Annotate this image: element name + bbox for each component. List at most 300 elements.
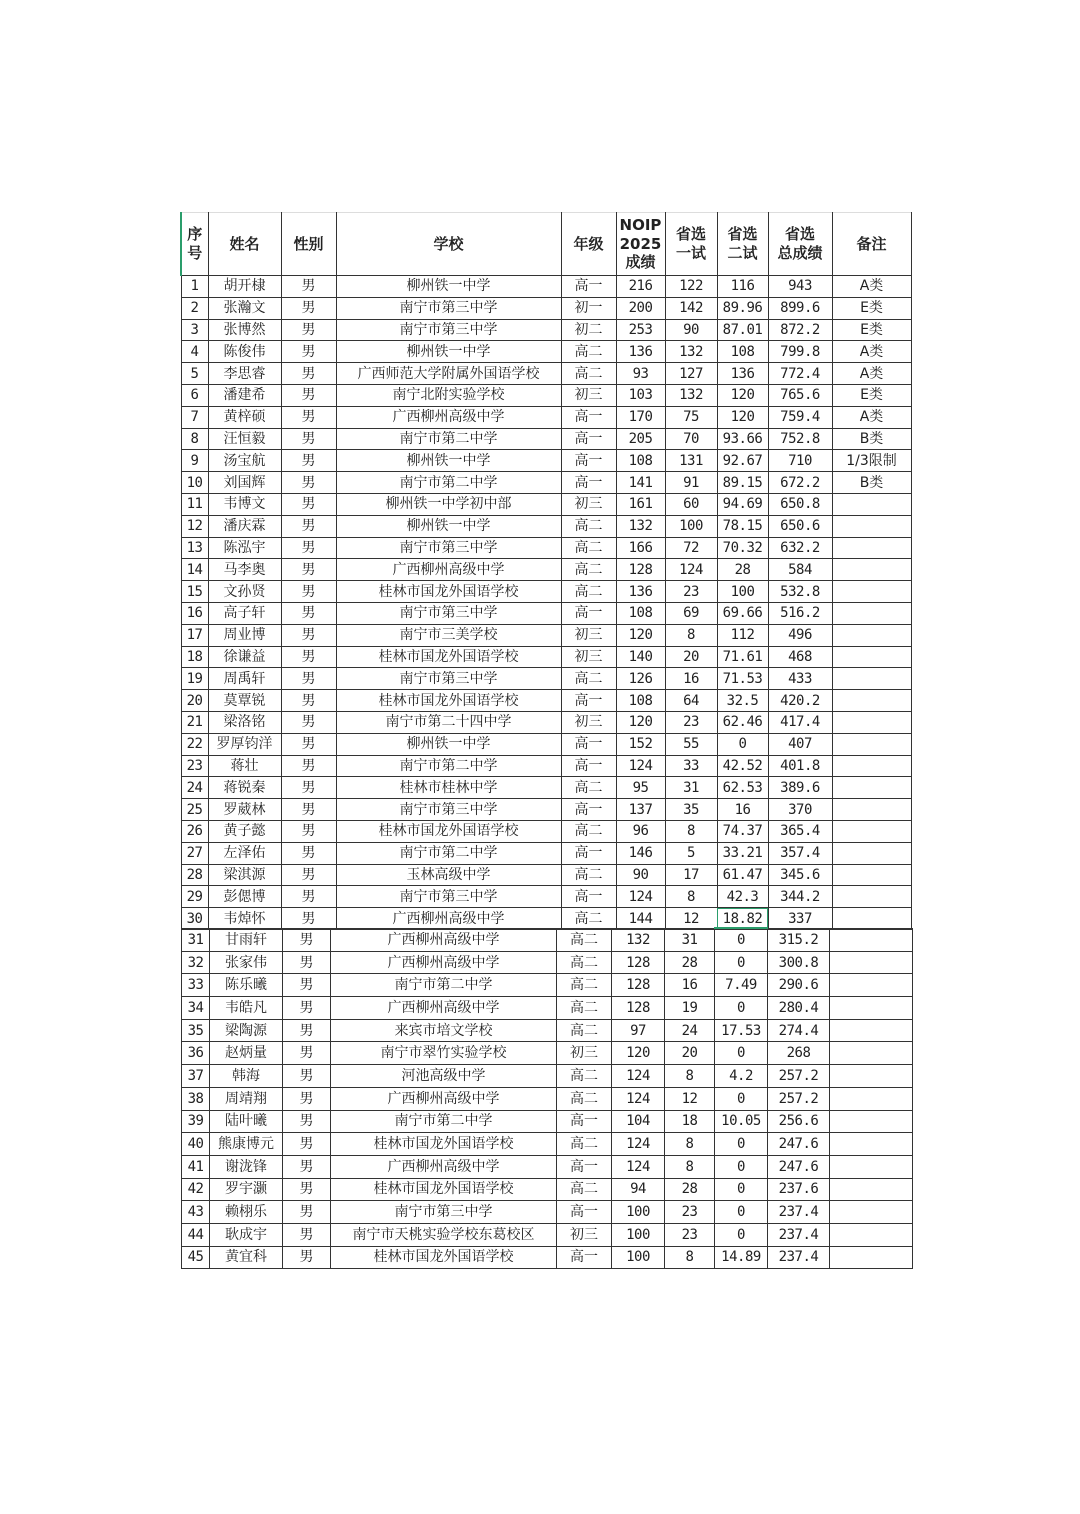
cell-noip[interactable]: 120	[616, 624, 665, 646]
cell-school[interactable]: 桂林市国龙外国语学校	[331, 1133, 557, 1156]
cell-remark[interactable]	[832, 493, 911, 515]
cell-noip[interactable]: 205	[616, 428, 665, 450]
cell-total[interactable]: 257.2	[768, 1065, 830, 1088]
cell-grade[interactable]: 高二	[561, 864, 616, 886]
cell-grade[interactable]: 高二	[561, 515, 616, 537]
cell-name[interactable]: 刘国辉	[208, 472, 281, 494]
cell-round1[interactable]: 8	[665, 1133, 715, 1156]
cell-noip[interactable]: 100	[612, 1201, 665, 1224]
cell-remark[interactable]	[832, 602, 911, 624]
cell-noip[interactable]: 124	[616, 886, 665, 908]
cell-total[interactable]: 256.6	[768, 1110, 830, 1133]
cell-round1[interactable]: 91	[665, 472, 717, 494]
cell-school[interactable]: 柳州铁一中学	[336, 733, 561, 755]
cell-index[interactable]: 29	[181, 886, 208, 908]
cell-remark[interactable]: B类	[832, 428, 911, 450]
cell-gender[interactable]: 男	[281, 646, 336, 668]
cell-gender[interactable]: 男	[283, 1133, 331, 1156]
cell-index[interactable]: 21	[181, 711, 208, 733]
cell-total[interactable]: 672.2	[768, 472, 832, 494]
cell-index[interactable]: 45	[182, 1246, 210, 1269]
cell-round1[interactable]: 70	[665, 428, 717, 450]
cell-school[interactable]: 南宁市第三中学	[336, 799, 561, 821]
cell-total[interactable]: 247.6	[768, 1155, 830, 1178]
cell-name[interactable]: 赵炳量	[210, 1042, 283, 1065]
cell-noip[interactable]: 95	[616, 777, 665, 799]
cell-round1[interactable]: 17	[665, 864, 717, 886]
cell-gender[interactable]: 男	[281, 668, 336, 690]
cell-round2[interactable]: 89.96	[717, 297, 768, 319]
cell-noip[interactable]: 170	[616, 406, 665, 428]
cell-index[interactable]: 13	[181, 537, 208, 559]
cell-noip[interactable]: 93	[616, 363, 665, 385]
cell-name[interactable]: 周禹轩	[208, 668, 281, 690]
cell-school[interactable]: 广西柳州高级中学	[331, 951, 557, 974]
cell-noip[interactable]: 108	[616, 690, 665, 712]
cell-noip[interactable]: 132	[616, 515, 665, 537]
cell-remark[interactable]	[830, 951, 913, 974]
cell-grade[interactable]: 初三	[557, 1042, 612, 1065]
cell-gender[interactable]: 男	[281, 341, 336, 363]
cell-round1[interactable]: 8	[665, 1155, 715, 1178]
cell-remark[interactable]: 1/3限制	[832, 450, 911, 472]
cell-round2[interactable]: 16	[717, 799, 768, 821]
cell-round2[interactable]: 89.15	[717, 472, 768, 494]
cell-round1[interactable]: 55	[665, 733, 717, 755]
cell-noip[interactable]: 128	[616, 559, 665, 581]
cell-total[interactable]: 420.2	[768, 690, 832, 712]
cell-grade[interactable]: 初三	[561, 384, 616, 406]
cell-index[interactable]: 34	[182, 997, 210, 1020]
cell-round1[interactable]: 69	[665, 602, 717, 624]
cell-school[interactable]: 南宁市第二中学	[331, 1110, 557, 1133]
cell-school[interactable]: 广西柳州高级中学	[336, 559, 561, 581]
cell-round2[interactable]: 93.66	[717, 428, 768, 450]
cell-grade[interactable]: 高一	[561, 406, 616, 428]
cell-noip[interactable]: 161	[616, 493, 665, 515]
cell-school[interactable]: 柳州铁一中学	[336, 341, 561, 363]
cell-school[interactable]: 南宁市第二中学	[336, 842, 561, 864]
cell-round1[interactable]: 8	[665, 624, 717, 646]
cell-name[interactable]: 马李奥	[208, 559, 281, 581]
cell-school[interactable]: 柳州铁一中学	[336, 276, 561, 298]
cell-gender[interactable]: 男	[281, 384, 336, 406]
cell-round2[interactable]: 42.3	[717, 886, 768, 908]
cell-remark[interactable]	[832, 799, 911, 821]
cell-name[interactable]: 梁洛铭	[208, 711, 281, 733]
cell-total[interactable]: 370	[768, 799, 832, 821]
cell-grade[interactable]: 高一	[561, 690, 616, 712]
cell-school[interactable]: 广西柳州高级中学	[331, 997, 557, 1020]
cell-school[interactable]: 南宁市翠竹实验学校	[331, 1042, 557, 1065]
cell-gender[interactable]: 男	[281, 581, 336, 603]
cell-index[interactable]: 25	[181, 799, 208, 821]
header-name[interactable]: 姓名	[208, 213, 281, 276]
cell-name[interactable]: 甘雨轩	[210, 928, 283, 951]
cell-remark[interactable]: E类	[832, 384, 911, 406]
cell-name[interactable]: 高子轩	[208, 602, 281, 624]
cell-school[interactable]: 南宁市第三中学	[336, 537, 561, 559]
cell-gender[interactable]: 男	[281, 276, 336, 298]
cell-round1[interactable]: 23	[665, 581, 717, 603]
cell-school[interactable]: 桂林市国龙外国语学校	[336, 581, 561, 603]
cell-round2[interactable]: 100	[717, 581, 768, 603]
cell-gender[interactable]: 男	[283, 951, 331, 974]
cell-grade[interactable]: 高一	[557, 1110, 612, 1133]
cell-grade[interactable]: 高一	[557, 1201, 612, 1224]
cell-total[interactable]: 468	[768, 646, 832, 668]
cell-noip[interactable]: 108	[616, 450, 665, 472]
cell-gender[interactable]: 男	[281, 690, 336, 712]
cell-round2[interactable]: 92.67	[717, 450, 768, 472]
cell-noip[interactable]: 253	[616, 319, 665, 341]
cell-school[interactable]: 河池高级中学	[331, 1065, 557, 1088]
cell-noip[interactable]: 136	[616, 581, 665, 603]
cell-grade[interactable]: 高二	[561, 341, 616, 363]
cell-gender[interactable]: 男	[283, 997, 331, 1020]
cell-round2[interactable]: 62.53	[717, 777, 768, 799]
cell-name[interactable]: 罗宇灏	[210, 1178, 283, 1201]
cell-index[interactable]: 26	[181, 820, 208, 842]
cell-round1[interactable]: 16	[665, 974, 715, 997]
cell-school[interactable]: 桂林市国龙外国语学校	[336, 820, 561, 842]
cell-index[interactable]: 12	[181, 515, 208, 537]
cell-name[interactable]: 陈泓宇	[208, 537, 281, 559]
cell-remark[interactable]	[832, 559, 911, 581]
cell-noip[interactable]: 100	[612, 1246, 665, 1269]
cell-name[interactable]: 徐谦益	[208, 646, 281, 668]
cell-gender[interactable]: 男	[281, 820, 336, 842]
cell-gender[interactable]: 男	[283, 1201, 331, 1224]
cell-index[interactable]: 7	[181, 406, 208, 428]
cell-total[interactable]: 290.6	[768, 974, 830, 997]
cell-grade[interactable]: 高一	[561, 428, 616, 450]
cell-round2[interactable]: 108	[717, 341, 768, 363]
cell-index[interactable]: 28	[181, 864, 208, 886]
cell-round2[interactable]: 120	[717, 406, 768, 428]
cell-remark[interactable]	[830, 1178, 913, 1201]
cell-remark[interactable]	[830, 1133, 913, 1156]
cell-total[interactable]: 710	[768, 450, 832, 472]
cell-total[interactable]: 247.6	[768, 1133, 830, 1156]
cell-round2[interactable]: 62.46	[717, 711, 768, 733]
cell-total[interactable]: 237.6	[768, 1178, 830, 1201]
cell-gender[interactable]: 男	[281, 842, 336, 864]
header-grade[interactable]: 年级	[561, 213, 616, 276]
cell-name[interactable]: 黄宜科	[210, 1246, 283, 1269]
cell-name[interactable]: 韦博文	[208, 493, 281, 515]
header-total[interactable]: 省选 总成绩	[768, 213, 832, 276]
cell-grade[interactable]: 初二	[561, 319, 616, 341]
cell-gender[interactable]: 男	[283, 1065, 331, 1088]
cell-grade[interactable]: 高一	[561, 842, 616, 864]
cell-round1[interactable]: 12	[665, 908, 717, 930]
cell-gender[interactable]: 男	[281, 297, 336, 319]
cell-remark[interactable]	[832, 842, 911, 864]
cell-round2[interactable]: 70.32	[717, 537, 768, 559]
cell-index[interactable]: 20	[181, 690, 208, 712]
cell-total[interactable]: 752.8	[768, 428, 832, 450]
cell-round2[interactable]: 71.53	[717, 668, 768, 690]
cell-index[interactable]: 35	[182, 1019, 210, 1042]
cell-grade[interactable]: 高一	[561, 886, 616, 908]
cell-round2[interactable]: 0	[715, 928, 768, 951]
cell-remark[interactable]	[830, 1087, 913, 1110]
cell-index[interactable]: 23	[181, 755, 208, 777]
cell-round1[interactable]: 20	[665, 1042, 715, 1065]
cell-name[interactable]: 梁淇源	[208, 864, 281, 886]
cell-total[interactable]: 407	[768, 733, 832, 755]
cell-index[interactable]: 44	[182, 1223, 210, 1246]
cell-total[interactable]: 496	[768, 624, 832, 646]
cell-gender[interactable]: 男	[281, 864, 336, 886]
cell-gender[interactable]: 男	[281, 515, 336, 537]
cell-index[interactable]: 10	[181, 472, 208, 494]
cell-gender[interactable]: 男	[283, 1155, 331, 1178]
cell-name[interactable]: 莫覃锐	[208, 690, 281, 712]
cell-round1[interactable]: 90	[665, 319, 717, 341]
cell-school[interactable]: 柳州铁一中学	[336, 515, 561, 537]
cell-grade[interactable]: 初三	[561, 624, 616, 646]
cell-round2[interactable]: 0	[715, 1223, 768, 1246]
cell-remark[interactable]	[830, 928, 913, 951]
cell-gender[interactable]: 男	[281, 777, 336, 799]
cell-remark[interactable]	[830, 1110, 913, 1133]
cell-grade[interactable]: 高二	[557, 974, 612, 997]
cell-gender[interactable]: 男	[281, 319, 336, 341]
cell-round1[interactable]: 28	[665, 1178, 715, 1201]
cell-noip[interactable]: 152	[616, 733, 665, 755]
cell-round1[interactable]: 132	[665, 384, 717, 406]
cell-name[interactable]: 汤宝航	[208, 450, 281, 472]
cell-school[interactable]: 南宁市第二中学	[331, 974, 557, 997]
cell-grade[interactable]: 高二	[557, 1019, 612, 1042]
cell-remark[interactable]	[830, 1223, 913, 1246]
cell-total[interactable]: 237.4	[768, 1246, 830, 1269]
header-noip-score[interactable]: NOIP 2025 成绩	[616, 213, 665, 276]
cell-index[interactable]: 43	[182, 1201, 210, 1224]
cell-total[interactable]: 274.4	[768, 1019, 830, 1042]
cell-grade[interactable]: 高一	[561, 602, 616, 624]
cell-total[interactable]: 345.6	[768, 864, 832, 886]
cell-round2[interactable]: 14.89	[715, 1246, 768, 1269]
cell-noip[interactable]: 141	[616, 472, 665, 494]
cell-round1[interactable]: 64	[665, 690, 717, 712]
cell-remark[interactable]	[830, 997, 913, 1020]
cell-gender[interactable]: 男	[283, 1223, 331, 1246]
cell-noip[interactable]: 124	[612, 1065, 665, 1088]
cell-round2[interactable]: 116	[717, 276, 768, 298]
cell-grade[interactable]: 高二	[557, 1178, 612, 1201]
cell-total[interactable]: 632.2	[768, 537, 832, 559]
cell-school[interactable]: 南宁市第三中学	[336, 668, 561, 690]
cell-noip[interactable]: 108	[616, 602, 665, 624]
cell-round2[interactable]: 32.5	[717, 690, 768, 712]
cell-name[interactable]: 张瀚文	[208, 297, 281, 319]
cell-round1[interactable]: 28	[665, 951, 715, 974]
cell-round2[interactable]: 0	[715, 1178, 768, 1201]
cell-round1[interactable]: 100	[665, 515, 717, 537]
cell-grade[interactable]: 高一	[561, 276, 616, 298]
cell-remark[interactable]	[832, 777, 911, 799]
cell-index[interactable]: 2	[181, 297, 208, 319]
cell-round1[interactable]: 142	[665, 297, 717, 319]
cell-name[interactable]: 蒋壮	[208, 755, 281, 777]
cell-total[interactable]: 280.4	[768, 997, 830, 1020]
cell-index[interactable]: 24	[181, 777, 208, 799]
cell-noip[interactable]: 128	[612, 974, 665, 997]
cell-name[interactable]: 彭偲博	[208, 886, 281, 908]
cell-index[interactable]: 22	[181, 733, 208, 755]
cell-remark[interactable]	[832, 711, 911, 733]
cell-remark[interactable]	[832, 690, 911, 712]
cell-name[interactable]: 文孙贤	[208, 581, 281, 603]
cell-total[interactable]: 765.6	[768, 384, 832, 406]
cell-grade[interactable]: 高二	[557, 997, 612, 1020]
cell-round2[interactable]: 78.15	[717, 515, 768, 537]
cell-name[interactable]: 罗葳林	[208, 799, 281, 821]
cell-name[interactable]: 周靖翔	[210, 1087, 283, 1110]
cell-gender[interactable]: 男	[281, 799, 336, 821]
cell-gender[interactable]: 男	[281, 493, 336, 515]
cell-remark[interactable]	[832, 755, 911, 777]
cell-remark[interactable]	[830, 1246, 913, 1269]
cell-school[interactable]: 广西柳州高级中学	[331, 928, 557, 951]
header-gender[interactable]: 性别	[281, 213, 336, 276]
cell-name[interactable]: 张博然	[208, 319, 281, 341]
cell-round1[interactable]: 18	[665, 1110, 715, 1133]
cell-round2[interactable]: 87.01	[717, 319, 768, 341]
cell-noip[interactable]: 128	[612, 997, 665, 1020]
cell-gender[interactable]: 男	[283, 1042, 331, 1065]
cell-round1[interactable]: 75	[665, 406, 717, 428]
cell-school[interactable]: 广西师范大学附属外国语学校	[336, 363, 561, 385]
cell-gender[interactable]: 男	[281, 908, 336, 930]
cell-noip[interactable]: 90	[616, 864, 665, 886]
cell-round1[interactable]: 8	[665, 1246, 715, 1269]
cell-grade[interactable]: 高二	[561, 363, 616, 385]
cell-round2[interactable]: 136	[717, 363, 768, 385]
cell-round2[interactable]: 112	[717, 624, 768, 646]
cell-total[interactable]: 315.2	[768, 928, 830, 951]
cell-round2[interactable]: 0	[715, 1155, 768, 1178]
cell-index[interactable]: 40	[182, 1133, 210, 1156]
cell-index[interactable]: 5	[181, 363, 208, 385]
cell-round1[interactable]: 124	[665, 559, 717, 581]
cell-index[interactable]: 31	[182, 928, 210, 951]
cell-remark[interactable]: A类	[832, 406, 911, 428]
header-school[interactable]: 学校	[336, 213, 561, 276]
cell-grade[interactable]: 高二	[561, 908, 616, 930]
cell-noip[interactable]: 144	[616, 908, 665, 930]
cell-index[interactable]: 30	[181, 908, 208, 930]
cell-noip[interactable]: 146	[616, 842, 665, 864]
cell-school[interactable]: 南宁市第二中学	[336, 428, 561, 450]
header-round2[interactable]: 省选 二试	[717, 213, 768, 276]
cell-school[interactable]: 柳州铁一中学	[336, 450, 561, 472]
cell-remark[interactable]	[832, 733, 911, 755]
cell-round1[interactable]: 132	[665, 341, 717, 363]
cell-total[interactable]: 337	[768, 908, 832, 930]
cell-index[interactable]: 11	[181, 493, 208, 515]
cell-total[interactable]: 401.8	[768, 755, 832, 777]
cell-grade[interactable]: 初三	[557, 1223, 612, 1246]
cell-noip[interactable]: 140	[616, 646, 665, 668]
cell-gender[interactable]: 男	[283, 974, 331, 997]
cell-name[interactable]: 陈俊伟	[208, 341, 281, 363]
cell-name[interactable]: 梁陶源	[210, 1019, 283, 1042]
cell-total[interactable]: 532.8	[768, 581, 832, 603]
cell-grade[interactable]: 高一	[561, 799, 616, 821]
cell-grade[interactable]: 高二	[557, 1133, 612, 1156]
cell-noip[interactable]: 103	[616, 384, 665, 406]
cell-remark[interactable]	[830, 1201, 913, 1224]
cell-name[interactable]: 黄子懿	[208, 820, 281, 842]
cell-index[interactable]: 42	[182, 1178, 210, 1201]
cell-noip[interactable]: 97	[612, 1019, 665, 1042]
cell-grade[interactable]: 高二	[557, 951, 612, 974]
cell-noip[interactable]: 124	[612, 1133, 665, 1156]
cell-grade[interactable]: 初一	[561, 297, 616, 319]
cell-total[interactable]: 344.2	[768, 886, 832, 908]
cell-total[interactable]: 899.6	[768, 297, 832, 319]
cell-noip[interactable]: 216	[616, 276, 665, 298]
cell-round2[interactable]: 0	[715, 997, 768, 1020]
cell-name[interactable]: 陆叶曦	[210, 1110, 283, 1133]
cell-round1[interactable]: 31	[665, 928, 715, 951]
cell-noip[interactable]: 104	[612, 1110, 665, 1133]
cell-school[interactable]: 广西柳州高级中学	[331, 1155, 557, 1178]
cell-school[interactable]: 桂林市国龙外国语学校	[331, 1246, 557, 1269]
cell-round1[interactable]: 8	[665, 886, 717, 908]
cell-round1[interactable]: 24	[665, 1019, 715, 1042]
cell-round2[interactable]: 42.52	[717, 755, 768, 777]
cell-round2[interactable]: 0	[717, 733, 768, 755]
cell-gender[interactable]: 男	[281, 711, 336, 733]
cell-noip[interactable]: 200	[616, 297, 665, 319]
cell-round2[interactable]: 33.21	[717, 842, 768, 864]
cell-remark[interactable]	[832, 646, 911, 668]
cell-school[interactable]: 桂林市国龙外国语学校	[336, 690, 561, 712]
cell-remark[interactable]	[832, 581, 911, 603]
cell-noip[interactable]: 132	[612, 928, 665, 951]
cell-total[interactable]: 516.2	[768, 602, 832, 624]
cell-remark[interactable]	[832, 886, 911, 908]
cell-round2[interactable]: 61.47	[717, 864, 768, 886]
cell-gender[interactable]: 男	[281, 602, 336, 624]
cell-grade[interactable]: 初三	[561, 711, 616, 733]
header-remark[interactable]: 备注	[832, 213, 911, 276]
cell-round2[interactable]: 69.66	[717, 602, 768, 624]
cell-round2[interactable]: 4.2	[715, 1065, 768, 1088]
cell-school[interactable]: 南宁市天桃实验学校东葛校区	[331, 1223, 557, 1246]
cell-total[interactable]: 650.6	[768, 515, 832, 537]
cell-round1[interactable]: 5	[665, 842, 717, 864]
cell-school[interactable]: 南宁市第三中学	[336, 297, 561, 319]
cell-total[interactable]: 772.4	[768, 363, 832, 385]
cell-name[interactable]: 韦焯怀	[208, 908, 281, 930]
cell-total[interactable]: 237.4	[768, 1201, 830, 1224]
cell-name[interactable]: 张家伟	[210, 951, 283, 974]
cell-round1[interactable]: 23	[665, 1223, 715, 1246]
cell-index[interactable]: 19	[181, 668, 208, 690]
cell-name[interactable]: 汪恒毅	[208, 428, 281, 450]
cell-index[interactable]: 37	[182, 1065, 210, 1088]
cell-grade[interactable]: 高一	[561, 755, 616, 777]
cell-gender[interactable]: 男	[281, 537, 336, 559]
cell-index[interactable]: 39	[182, 1110, 210, 1133]
cell-index[interactable]: 8	[181, 428, 208, 450]
